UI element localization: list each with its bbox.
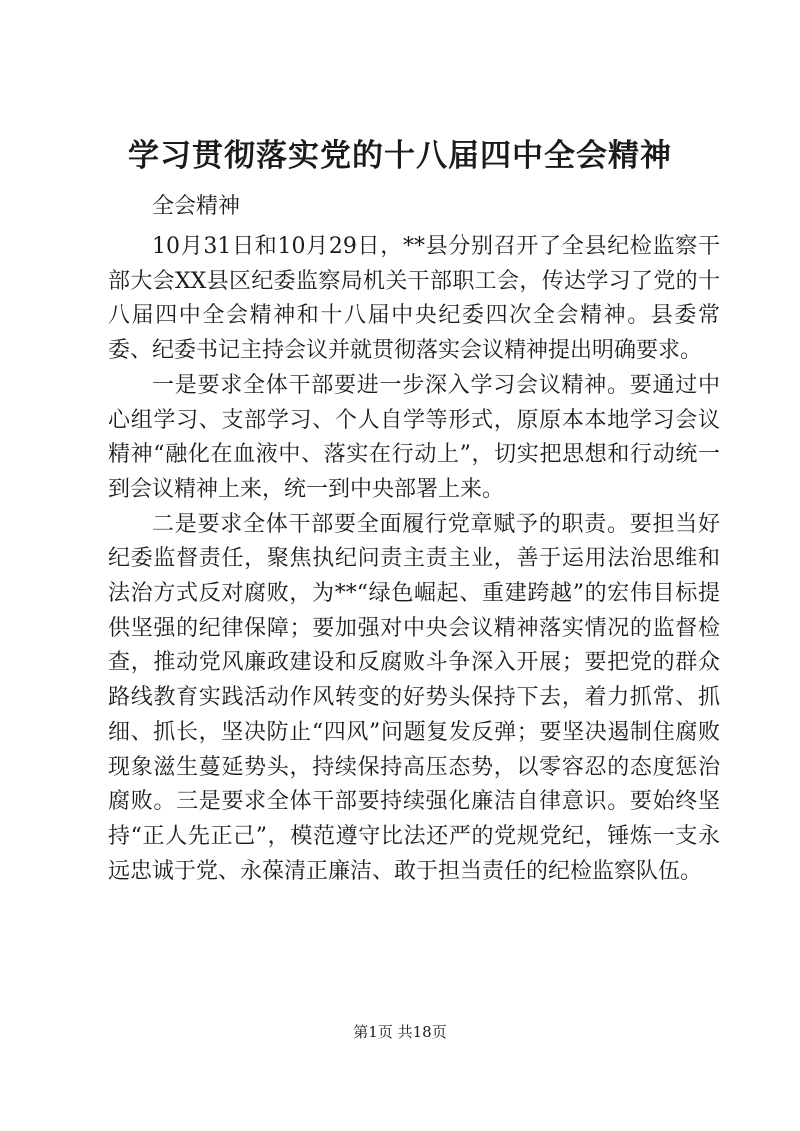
page-subtitle: 全会精神 <box>152 194 241 219</box>
document-body <box>108 230 720 889</box>
page-title: 学习贯彻落实党的十八届四中全会精神 <box>128 138 672 174</box>
page-footer: 第1页 共18页 <box>353 1023 447 1041</box>
paragraph-1: 10月31日和10月29日，**县分别召开了全县纪检监察干部大会XX县区纪委监察局机关干部职工会，传达学习了党的十八届四中全会精神和十八届中央纪委四次全会精神。县委常委、纪委书记主持会议并就贯彻落实会议精神提出明确要求。 <box>108 234 720 364</box>
paragraph-2: 一是要求全体干部要进一步深入学习会议精神。要通过中心组学习、支部学习、个人自学等形式，原原本本地学习会议精神“融化在血液中、落实在行动上”，切实把思想和行动统一到会议精神上来，统一到中央部署上来。 <box>108 372 720 502</box>
paragraph-3: 二是要求全体干部要全面履行党章赋予的职责。要担当好纪委监督责任，聚焦执纪问责主责主业，善于运用法治思维和法治方式反对腐败，为**“绿色崛起、重建跨越”的宏伟目标提供坚强的纪律保障；要加强对中央会议精神落实情况的监督检查，推动党风廉政建设和反腐败斗争深入开展；要把党的群众路线教育实践活动作风转变的好势头保持下去，着力抓常、抓细、抓长，坚决防止“四风”问题复发反弹；要坚决遏制住腐败现象滋生蔓延势头，持续保持高压态势，以零容忍的态度惩治腐败。三是要求全体干部要持续强化廉洁自律意识。要始终坚持“正人先正己”，模范遵守比法还严的党规党纪，锤炼一支永远忠诚于党、永葆清正廉洁、敢于担当责任的纪检监察队伍。 <box>108 511 720 884</box>
